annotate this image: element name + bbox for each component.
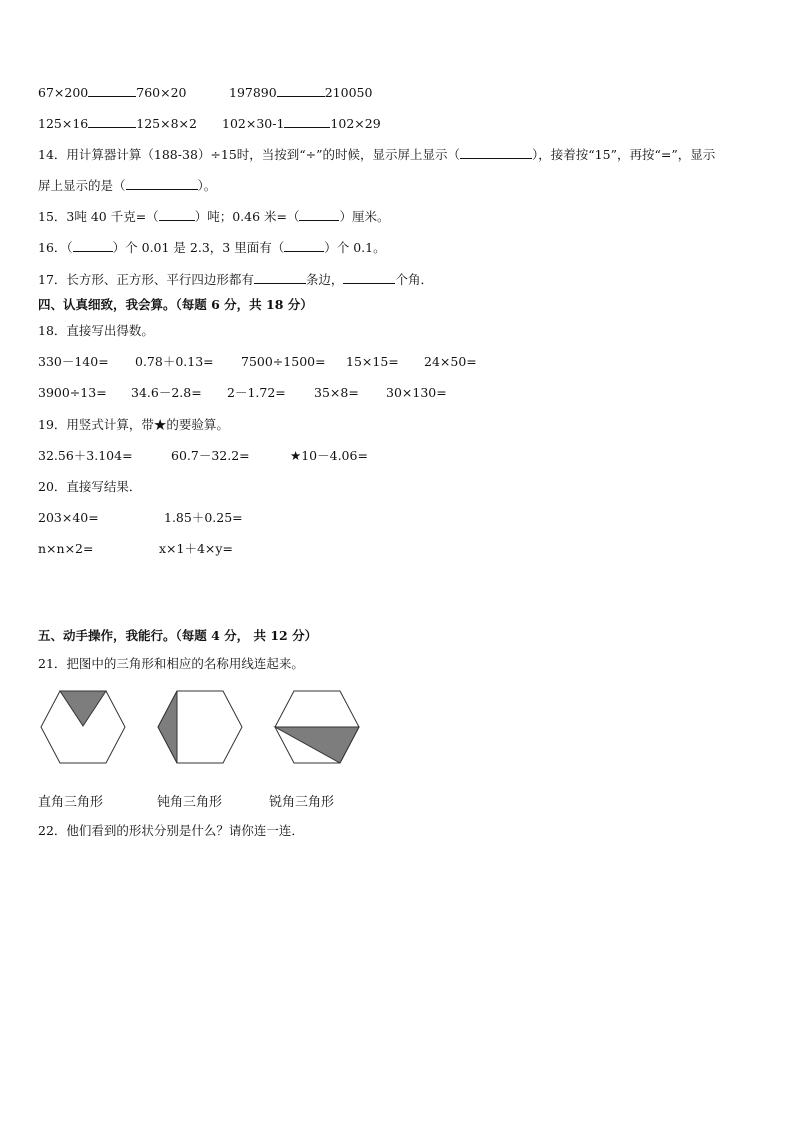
q13-row-2b	[222, 115, 381, 132]
expr: 102×29	[330, 116, 381, 131]
answer-blank[interactable]	[299, 208, 339, 221]
answer-blank[interactable]	[159, 208, 195, 221]
answer-blank[interactable]	[277, 84, 325, 97]
q18-row-2	[38, 385, 738, 401]
q20-item: 203×40=	[38, 510, 99, 525]
hexagon-figure-3	[272, 688, 362, 766]
q18-item: 0.78＋0.13=	[135, 354, 214, 369]
expr: 102×30-1	[222, 116, 285, 131]
answer-blank[interactable]	[73, 239, 113, 252]
q14-line-1	[38, 146, 715, 163]
q20-row-2	[38, 541, 738, 557]
q18-item: 7500÷1500=	[241, 354, 326, 369]
q18-row-1	[38, 354, 738, 370]
expr: 197890	[229, 85, 277, 100]
section-4-heading: 四、认真细致，我会算。（每题 6 分，共 18 分）	[38, 297, 313, 312]
answer-blank[interactable]	[254, 271, 306, 284]
q14-text: ）。	[197, 178, 217, 193]
q18-item: 35×8=	[314, 385, 359, 400]
q18-item: 15×15=	[346, 354, 399, 369]
q14-text: 14．用计算器计算（188-38）÷15时，当按到“÷”的时候，显示屏上显示（	[38, 147, 461, 162]
answer-blank[interactable]	[88, 115, 136, 128]
obtuse-triangle-shape[interactable]	[158, 691, 177, 763]
expr: 67×200	[38, 85, 89, 100]
q14-line-2	[38, 177, 216, 194]
q14-text: 屏上显示的是（	[38, 178, 126, 193]
q13-row-2	[38, 115, 197, 132]
q17-text: 条边，	[305, 272, 344, 287]
q19-prompt: 19．用竖式计算，带★的要验算。	[38, 417, 229, 432]
expr: 125×16	[38, 116, 89, 131]
expr: 760×20	[136, 85, 187, 100]
q17	[38, 271, 433, 288]
q19-item: 32.56＋3.104=	[38, 448, 133, 463]
q16-text: ）个 0.1。	[324, 240, 386, 255]
q18-item: 24×50=	[424, 354, 477, 369]
q13-row-1b	[229, 84, 372, 101]
answer-blank[interactable]	[126, 177, 198, 190]
answer-blank[interactable]	[284, 115, 330, 128]
hexagon-figure-2	[155, 688, 245, 766]
q18-prompt: 18．直接写出得数。	[38, 323, 154, 338]
q20-item: n×n×2=	[38, 541, 94, 556]
q15-text: ）吨；0.46 米=（	[194, 209, 300, 224]
expr: 125×8×2	[136, 116, 197, 131]
q16	[38, 239, 386, 256]
q15-text: 15．3吨 40 千克=（	[38, 209, 159, 224]
q18-item: 3900÷13=	[38, 385, 107, 400]
q15	[38, 208, 389, 225]
q15-text: ）厘米。	[339, 209, 390, 224]
q18-item: 34.6－2.8=	[131, 385, 202, 400]
answer-blank[interactable]	[284, 239, 324, 252]
q17-text: 17．长方形、正方形、平行四边形都有	[38, 272, 254, 287]
q14-text: ），接着按“15”，再按“=”，显示	[532, 147, 716, 162]
q22-prompt: 22．他们看到的形状分别是什么？请你连一连．	[38, 823, 304, 838]
answer-blank[interactable]	[460, 146, 532, 159]
label-obtuse-triangle[interactable]: 钝角三角形	[157, 795, 223, 810]
q19-item: 60.7－32.2=	[171, 448, 250, 463]
q20-row-1	[38, 510, 738, 526]
q19-item: ★10－4.06=	[290, 448, 368, 463]
q20-prompt: 20．直接写结果．	[38, 479, 142, 494]
hexagon-figure-1	[38, 688, 128, 766]
q18-item: 330－140=	[38, 354, 109, 369]
answer-blank[interactable]	[88, 84, 136, 97]
q13-row-1	[38, 84, 187, 101]
label-right-triangle[interactable]: 直角三角形	[38, 795, 104, 810]
expr: 210050	[324, 85, 373, 100]
q18-item: 30×130=	[386, 385, 447, 400]
q18-item: 2－1.72=	[227, 385, 286, 400]
q19-row	[38, 448, 738, 464]
answer-blank[interactable]	[343, 271, 395, 284]
q16-text: ）个 0.01 是 2.3，3 里面有（	[112, 240, 285, 255]
q20-item: x×1＋4×y=	[159, 541, 233, 556]
q21-prompt: 21．把图中的三角形和相应的名称用线连起来。	[38, 656, 304, 671]
label-acute-triangle[interactable]: 锐角三角形	[269, 795, 335, 810]
q16-text: 16．（	[38, 240, 73, 255]
section-5-heading: 五、动手操作，我能行。（每题 4 分， 共 12 分）	[38, 628, 318, 643]
q20-item: 1.85＋0.25=	[164, 510, 243, 525]
q17-text: 个角．	[395, 272, 433, 287]
